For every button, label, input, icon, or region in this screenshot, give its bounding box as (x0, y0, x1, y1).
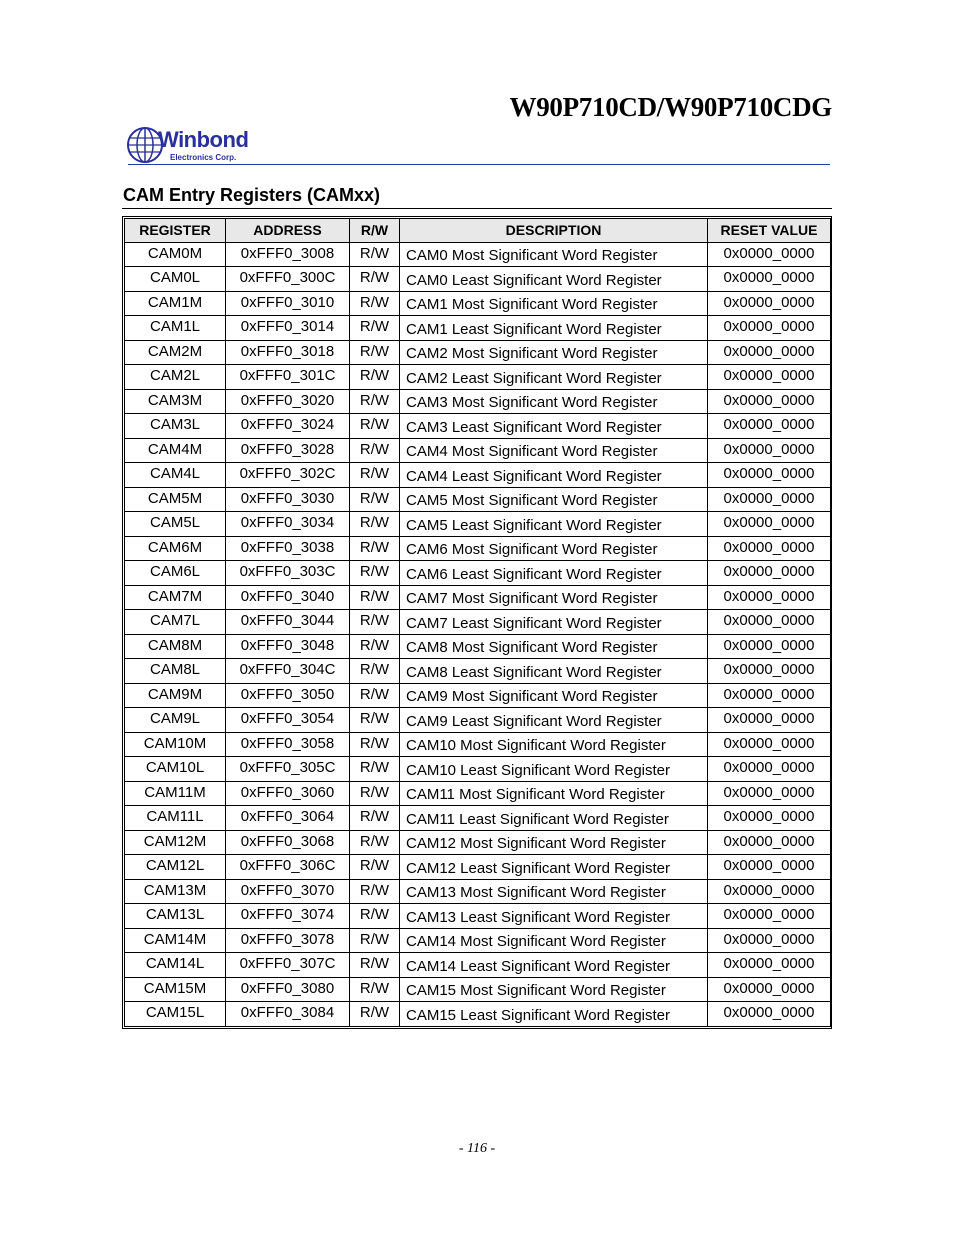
reset-value-cell: 0x0000_0000 (708, 953, 831, 978)
winbond-logo (126, 126, 256, 166)
register-name-cell: CAM12L (125, 855, 226, 880)
table-row (125, 855, 831, 880)
description-cell: CAM13 Most Significant Word Register (400, 879, 708, 904)
rw-cell: R/W (350, 904, 400, 929)
reset-value-cell: 0x0000_0000 (708, 830, 831, 855)
rw-cell: R/W (350, 463, 400, 488)
page-number: - 116 - (458, 1141, 496, 1156)
column-header-reset-value: RESET VALUE (708, 219, 831, 243)
register-name-cell: CAM15L (125, 1002, 226, 1027)
register-name-cell: CAM9M (125, 683, 226, 708)
address-cell: 0xFFF0_3048 (226, 634, 350, 659)
table-row (125, 953, 831, 978)
register-table-frame (122, 216, 832, 1029)
rw-cell: R/W (350, 683, 400, 708)
document-title: W90P710CD/W90P710CDG (509, 92, 832, 122)
address-cell: 0xFFF0_3010 (226, 291, 350, 316)
table-row (125, 463, 831, 488)
description-cell: CAM0 Most Significant Word Register (400, 242, 708, 267)
address-cell: 0xFFF0_301C (226, 365, 350, 390)
rw-cell: R/W (350, 1002, 400, 1027)
rw-cell: R/W (350, 267, 400, 292)
register-name-cell: CAM4L (125, 463, 226, 488)
address-cell: 0xFFF0_300C (226, 267, 350, 292)
table-row (125, 659, 831, 684)
address-cell: 0xFFF0_302C (226, 463, 350, 488)
register-name-cell: CAM13M (125, 879, 226, 904)
address-cell: 0xFFF0_3044 (226, 610, 350, 635)
description-cell: CAM11 Least Significant Word Register (400, 806, 708, 831)
table-row (125, 806, 831, 831)
table-row (125, 781, 831, 806)
table-row (125, 830, 831, 855)
table-row (125, 340, 831, 365)
rw-cell: R/W (350, 512, 400, 537)
description-cell: CAM0 Least Significant Word Register (400, 267, 708, 292)
register-name-cell: CAM1L (125, 316, 226, 341)
table-row (125, 267, 831, 292)
register-name-cell: CAM11M (125, 781, 226, 806)
reset-value-cell: 0x0000_0000 (708, 781, 831, 806)
register-name-cell: CAM7M (125, 585, 226, 610)
register-name-cell: CAM1M (125, 291, 226, 316)
reset-value-cell: 0x0000_0000 (708, 977, 831, 1002)
reset-value-cell: 0x0000_0000 (708, 806, 831, 831)
table-row (125, 904, 831, 929)
address-cell: 0xFFF0_3030 (226, 487, 350, 512)
rw-cell: R/W (350, 414, 400, 439)
description-cell: CAM9 Least Significant Word Register (400, 708, 708, 733)
rw-cell: R/W (350, 732, 400, 757)
address-cell: 0xFFF0_3028 (226, 438, 350, 463)
address-cell: 0xFFF0_3064 (226, 806, 350, 831)
reset-value-cell: 0x0000_0000 (708, 1002, 831, 1027)
description-cell: CAM6 Least Significant Word Register (400, 561, 708, 586)
rw-cell: R/W (350, 438, 400, 463)
register-name-cell: CAM14L (125, 953, 226, 978)
description-cell: CAM15 Least Significant Word Register (400, 1002, 708, 1027)
rw-cell: R/W (350, 389, 400, 414)
register-name-cell: CAM2M (125, 340, 226, 365)
table-row (125, 365, 831, 390)
reset-value-cell: 0x0000_0000 (708, 659, 831, 684)
reset-value-cell: 0x0000_0000 (708, 365, 831, 390)
reset-value-cell: 0x0000_0000 (708, 757, 831, 782)
register-name-cell: CAM0M (125, 242, 226, 267)
description-cell: CAM11 Most Significant Word Register (400, 781, 708, 806)
address-cell: 0xFFF0_3078 (226, 928, 350, 953)
table-row (125, 732, 831, 757)
reset-value-cell: 0x0000_0000 (708, 389, 831, 414)
description-cell: CAM5 Most Significant Word Register (400, 487, 708, 512)
table-row (125, 561, 831, 586)
description-cell: CAM6 Most Significant Word Register (400, 536, 708, 561)
register-name-cell: CAM3M (125, 389, 226, 414)
register-name-cell: CAM14M (125, 928, 226, 953)
register-name-cell: CAM15M (125, 977, 226, 1002)
address-cell: 0xFFF0_3080 (226, 977, 350, 1002)
description-cell: CAM14 Least Significant Word Register (400, 953, 708, 978)
register-name-cell: CAM13L (125, 904, 226, 929)
rw-cell: R/W (350, 708, 400, 733)
register-name-cell: CAM6M (125, 536, 226, 561)
reset-value-cell: 0x0000_0000 (708, 414, 831, 439)
rw-cell: R/W (350, 291, 400, 316)
address-cell: 0xFFF0_305C (226, 757, 350, 782)
rw-cell: R/W (350, 757, 400, 782)
table-body (125, 242, 831, 1026)
address-cell: 0xFFF0_3014 (226, 316, 350, 341)
column-header-description: DESCRIPTION (400, 219, 708, 243)
address-cell: 0xFFF0_3054 (226, 708, 350, 733)
address-cell: 0xFFF0_3074 (226, 904, 350, 929)
description-cell: CAM3 Least Significant Word Register (400, 414, 708, 439)
reset-value-cell: 0x0000_0000 (708, 879, 831, 904)
rw-cell: R/W (350, 806, 400, 831)
description-cell: CAM10 Least Significant Word Register (400, 757, 708, 782)
description-cell: CAM4 Most Significant Word Register (400, 438, 708, 463)
reset-value-cell: 0x0000_0000 (708, 855, 831, 880)
description-cell: CAM2 Most Significant Word Register (400, 340, 708, 365)
register-name-cell: CAM8M (125, 634, 226, 659)
rw-cell: R/W (350, 634, 400, 659)
table-row (125, 708, 831, 733)
description-cell: CAM7 Most Significant Word Register (400, 585, 708, 610)
description-cell: CAM4 Least Significant Word Register (400, 463, 708, 488)
rw-cell: R/W (350, 855, 400, 880)
logo-wordmark: Winbond (158, 127, 249, 152)
description-cell: CAM14 Most Significant Word Register (400, 928, 708, 953)
rw-cell: R/W (350, 585, 400, 610)
table-row (125, 977, 831, 1002)
reset-value-cell: 0x0000_0000 (708, 267, 831, 292)
reset-value-cell: 0x0000_0000 (708, 463, 831, 488)
rw-cell: R/W (350, 340, 400, 365)
address-cell: 0xFFF0_3034 (226, 512, 350, 537)
address-cell: 0xFFF0_306C (226, 855, 350, 880)
reset-value-cell: 0x0000_0000 (708, 610, 831, 635)
description-cell: CAM8 Least Significant Word Register (400, 659, 708, 684)
table-row (125, 610, 831, 635)
description-cell: CAM5 Least Significant Word Register (400, 512, 708, 537)
section-title: CAM Entry Registers (CAMxx) (123, 185, 381, 205)
register-name-cell: CAM12M (125, 830, 226, 855)
description-cell: CAM9 Most Significant Word Register (400, 683, 708, 708)
rw-cell: R/W (350, 610, 400, 635)
reset-value-cell: 0x0000_0000 (708, 438, 831, 463)
address-cell: 0xFFF0_3038 (226, 536, 350, 561)
address-cell: 0xFFF0_3050 (226, 683, 350, 708)
description-cell: CAM13 Least Significant Word Register (400, 904, 708, 929)
rw-cell: R/W (350, 487, 400, 512)
register-name-cell: CAM0L (125, 267, 226, 292)
address-cell: 0xFFF0_3040 (226, 585, 350, 610)
reset-value-cell: 0x0000_0000 (708, 487, 831, 512)
table-row (125, 585, 831, 610)
header-divider (128, 164, 830, 165)
reset-value-cell: 0x0000_0000 (708, 561, 831, 586)
table-row (125, 879, 831, 904)
register-name-cell: CAM11L (125, 806, 226, 831)
address-cell: 0xFFF0_3018 (226, 340, 350, 365)
table-row (125, 1002, 831, 1027)
reset-value-cell: 0x0000_0000 (708, 708, 831, 733)
register-name-cell: CAM2L (125, 365, 226, 390)
register-name-cell: CAM8L (125, 659, 226, 684)
description-cell: CAM8 Most Significant Word Register (400, 634, 708, 659)
column-header-address: ADDRESS (226, 219, 350, 243)
reset-value-cell: 0x0000_0000 (708, 536, 831, 561)
table-row (125, 683, 831, 708)
description-cell: CAM12 Most Significant Word Register (400, 830, 708, 855)
table-row (125, 389, 831, 414)
table-row (125, 291, 831, 316)
table-row (125, 512, 831, 537)
rw-cell: R/W (350, 830, 400, 855)
description-cell: CAM1 Most Significant Word Register (400, 291, 708, 316)
reset-value-cell: 0x0000_0000 (708, 634, 831, 659)
rw-cell: R/W (350, 316, 400, 341)
description-cell: CAM3 Most Significant Word Register (400, 389, 708, 414)
rw-cell: R/W (350, 928, 400, 953)
rw-cell: R/W (350, 879, 400, 904)
description-cell: CAM10 Most Significant Word Register (400, 732, 708, 757)
register-name-cell: CAM5L (125, 512, 226, 537)
reset-value-cell: 0x0000_0000 (708, 732, 831, 757)
reset-value-cell: 0x0000_0000 (708, 928, 831, 953)
reset-value-cell: 0x0000_0000 (708, 340, 831, 365)
table-row (125, 487, 831, 512)
address-cell: 0xFFF0_3060 (226, 781, 350, 806)
reset-value-cell: 0x0000_0000 (708, 904, 831, 929)
table-header-row (125, 219, 831, 243)
reset-value-cell: 0x0000_0000 (708, 316, 831, 341)
address-cell: 0xFFF0_3024 (226, 414, 350, 439)
table-row (125, 536, 831, 561)
rw-cell: R/W (350, 536, 400, 561)
register-name-cell: CAM3L (125, 414, 226, 439)
rw-cell: R/W (350, 781, 400, 806)
address-cell: 0xFFF0_304C (226, 659, 350, 684)
address-cell: 0xFFF0_3058 (226, 732, 350, 757)
description-cell: CAM2 Least Significant Word Register (400, 365, 708, 390)
register-name-cell: CAM10M (125, 732, 226, 757)
section-divider (122, 208, 832, 209)
table-row (125, 928, 831, 953)
column-header-rw: R/W (350, 219, 400, 243)
address-cell: 0xFFF0_3084 (226, 1002, 350, 1027)
table-row (125, 757, 831, 782)
address-cell: 0xFFF0_3070 (226, 879, 350, 904)
address-cell: 0xFFF0_3020 (226, 389, 350, 414)
register-name-cell: CAM9L (125, 708, 226, 733)
description-cell: CAM1 Least Significant Word Register (400, 316, 708, 341)
address-cell: 0xFFF0_307C (226, 953, 350, 978)
rw-cell: R/W (350, 953, 400, 978)
address-cell: 0xFFF0_3068 (226, 830, 350, 855)
reset-value-cell: 0x0000_0000 (708, 291, 831, 316)
register-table (124, 218, 831, 1027)
rw-cell: R/W (350, 977, 400, 1002)
reset-value-cell: 0x0000_0000 (708, 585, 831, 610)
register-name-cell: CAM5M (125, 487, 226, 512)
table-row (125, 316, 831, 341)
reset-value-cell: 0x0000_0000 (708, 683, 831, 708)
reset-value-cell: 0x0000_0000 (708, 242, 831, 267)
table-row (125, 242, 831, 267)
reset-value-cell: 0x0000_0000 (708, 512, 831, 537)
register-name-cell: CAM6L (125, 561, 226, 586)
table-row (125, 438, 831, 463)
address-cell: 0xFFF0_3008 (226, 242, 350, 267)
rw-cell: R/W (350, 365, 400, 390)
register-name-cell: CAM10L (125, 757, 226, 782)
rw-cell: R/W (350, 561, 400, 586)
rw-cell: R/W (350, 659, 400, 684)
column-header-register: REGISTER (125, 219, 226, 243)
description-cell: CAM12 Least Significant Word Register (400, 855, 708, 880)
register-name-cell: CAM4M (125, 438, 226, 463)
table-row (125, 634, 831, 659)
rw-cell: R/W (350, 242, 400, 267)
logo-subtext: Electronics Corp. (170, 153, 237, 162)
table-row (125, 414, 831, 439)
address-cell: 0xFFF0_303C (226, 561, 350, 586)
description-cell: CAM7 Least Significant Word Register (400, 610, 708, 635)
description-cell: CAM15 Most Significant Word Register (400, 977, 708, 1002)
register-name-cell: CAM7L (125, 610, 226, 635)
